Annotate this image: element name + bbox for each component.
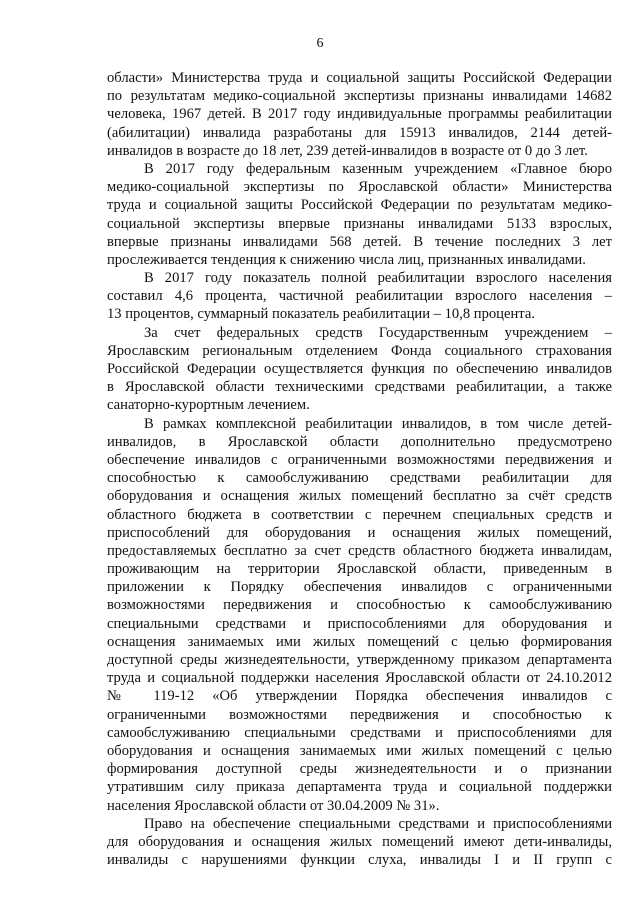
text-line: человека, 1967 детей. В 2017 году индивидуальные программы реабилитации xyxy=(107,106,612,123)
text-line: инвалиды с нарушениями функции слуха, инвалиды I и II групп с xyxy=(107,852,612,869)
text-line: предоставляемых бесплатно за счет средств областного бюджета инвалидам, xyxy=(107,542,612,559)
page-number: 6 xyxy=(316,36,324,51)
text-line: в Ярославской области техническими средствами реабилитации, а также xyxy=(107,379,612,396)
text-line: формирования доступной среды жизнедеятельности и о признании xyxy=(107,761,612,778)
text-line: За счет федеральных средств Государственным учреждением – xyxy=(144,324,612,341)
text-line: доступной среды жизнедеятельности, утвержденному приказом департамента xyxy=(107,652,612,668)
text-line: приложении к Порядку обеспечения инвалидов с ограниченными xyxy=(107,579,612,596)
text-line: оснащения занимаемых ими жилых помещений с целью формирования xyxy=(107,633,612,650)
text-line: населения Ярославской области от 30.04.2009 № 31». xyxy=(107,797,440,814)
text-line: проживающим на территории Ярославской области, приведенным в xyxy=(107,561,612,578)
text-line: инвалидов в возрасте до 18 лет, 239 детей-инвалидов в возрасте от 0 до 3 лет. xyxy=(107,142,588,159)
text-line: области» Министерства труда и социальной защиты Российской Федерации xyxy=(107,70,612,86)
text-line: утратившим силу приказа департамента труда и социальной поддержки xyxy=(107,779,612,796)
text-line: (абилитации) инвалида разработаны для 15913 инвалидов, 2144 детей- xyxy=(107,124,612,141)
document-body xyxy=(107,69,612,869)
text-line: приспособлений для оборудования и оснащения жилых помещений, xyxy=(107,524,612,541)
text-line: В 2017 году федеральным казенным учреждением «Главное бюро xyxy=(144,160,612,177)
text-line: прослеживается тенденция к снижению числа лиц, признанных инвалидами. xyxy=(107,251,586,268)
text-line: № 119-12 «Об утверждении Порядка обеспечения инвалидов с xyxy=(107,688,612,705)
text-line: обеспечение инвалидов с ограниченными возможностями передвижения и xyxy=(107,451,612,468)
text-line: оборудования и оснащения занимаемых ими жилых помещений с целью xyxy=(107,742,612,759)
text-line: Ярославским региональным отделением Фонда социального страхования xyxy=(107,342,612,359)
text-line: В 2017 году показатель полной реабилитации взрослого населения xyxy=(144,270,612,287)
text-line: для оборудования и оснащения жилых помещений имеют дети-инвалиды, xyxy=(107,833,612,850)
text-line: областного бюджета в соответствии с перечнем специальных средств и xyxy=(107,506,612,523)
text-line: инвалидов, в Ярославской области дополнительно предусмотрено xyxy=(107,433,612,450)
text-line: Российской Федерации осуществляется функция по обеспечению инвалидов xyxy=(107,361,612,377)
text-line: труда и социальной защиты Российской Федерации по результатам медико- xyxy=(107,197,612,214)
text-line: самообслуживанию специальными средствами и приспособлениями для xyxy=(107,724,612,741)
text-line: 13 процентов, суммарный показатель реабилитации – 10,8 процента. xyxy=(107,306,535,323)
text-line: специальными средствами и приспособлениями для оборудования и xyxy=(107,615,612,632)
text-line: ограниченными возможностями передвижения и способностью к xyxy=(107,706,612,723)
text-line: Право на обеспечение специальными средствами и приспособлениями xyxy=(144,815,612,832)
text-line: способностью к самообслуживанию средствами реабилитации для xyxy=(107,470,612,487)
text-line: возможностями передвижения и способностью к самообслуживанию xyxy=(107,597,612,614)
text-line: санаторно-курортным лечением. xyxy=(107,397,310,414)
text-line: труда и социальной поддержки населения Ярославской области от 24.10.2012 xyxy=(107,670,612,687)
text-line: В рамках комплексной реабилитации инвалидов, в том числе детей- xyxy=(144,415,612,432)
text-line: составил 4,6 процента, частичной реабилитации взрослого населения – xyxy=(107,288,612,305)
text-line: оборудования и оснащения жилых помещений бесплатно за счёт средств xyxy=(107,488,612,505)
text-line: впервые признаны инвалидами 568 детей. В течение последних 3 лет xyxy=(107,233,612,250)
text-line: социальной экспертизы впервые признаны инвалидами 5133 взрослых, xyxy=(107,215,612,232)
text-line: по результатам медико-социальной экспертизы признаны инвалидами 14682 xyxy=(107,88,612,105)
text-line: медико-социальной экспертизы по Ярославской области» Министерства xyxy=(107,179,612,196)
